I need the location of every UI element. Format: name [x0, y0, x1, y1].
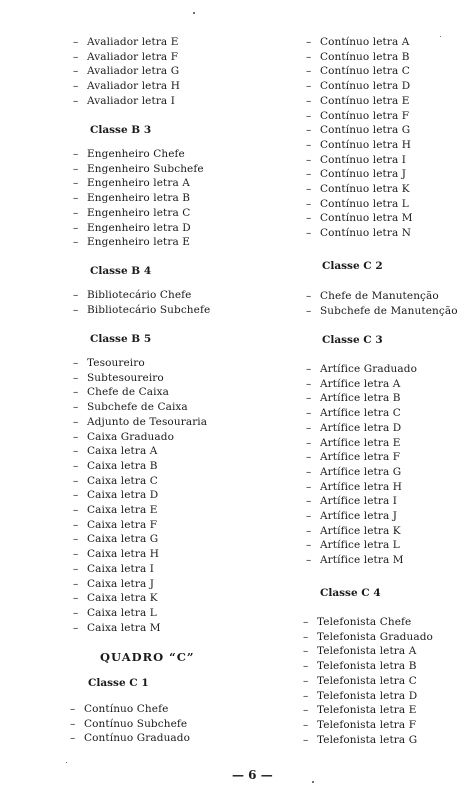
item-label: Caixa letra J: [87, 577, 155, 590]
dash-marker: –: [306, 124, 312, 137]
list-item: [306, 539, 400, 552]
list-item: [73, 207, 190, 220]
dash-marker: –: [306, 65, 312, 78]
list-item: [306, 139, 411, 152]
paper-speck: [193, 12, 195, 14]
item-label: Avaliador letra I: [87, 94, 175, 107]
list-item: [306, 183, 410, 196]
item-label: Artífice letra B: [320, 392, 401, 405]
list-item: [73, 578, 154, 591]
item-label: Artífice letra C: [320, 407, 401, 420]
list-item: [306, 198, 409, 211]
item-label: Artífice letra K: [320, 524, 401, 537]
dash-marker: –: [306, 153, 312, 166]
item-label: Contínuo letra H: [320, 138, 412, 151]
list-item: [303, 660, 417, 673]
dash-marker: –: [73, 221, 79, 234]
list-item: [73, 192, 190, 205]
list-item: [306, 51, 410, 64]
list-item: [306, 168, 406, 181]
dash-marker: –: [306, 480, 312, 493]
dash-marker: –: [73, 80, 79, 93]
dash-marker: –: [306, 36, 312, 48]
list-item: [73, 177, 190, 190]
dash-marker: –: [73, 192, 79, 205]
dash-marker: –: [73, 65, 79, 78]
list-item: [73, 304, 210, 317]
list-item: [303, 616, 411, 629]
list-item: [306, 451, 400, 464]
list-item: [306, 290, 439, 303]
item-label: Caixa letra M: [87, 621, 161, 634]
list-item: [306, 363, 417, 376]
dash-marker: –: [306, 377, 312, 390]
list-item: [306, 437, 401, 450]
item-label: Avaliador letra F: [87, 50, 179, 63]
list-item: [303, 645, 416, 658]
item-label: Caixa letra C: [87, 474, 158, 487]
item-label: Contínuo letra A: [320, 36, 410, 48]
item-label: Caixa letra K: [87, 592, 158, 605]
item-label: Engenheiro letra C: [87, 206, 191, 219]
item-label: Artífice letra G: [320, 465, 402, 478]
list-item: [73, 563, 154, 576]
item-label: Caixa letra F: [87, 518, 158, 531]
item-label: Telefonista letra A: [317, 645, 417, 658]
list-item: [306, 525, 401, 538]
item-label: Caixa letra E: [87, 504, 158, 516]
dash-marker: –: [306, 421, 312, 434]
item-label: Bibliotecário Subchefe: [87, 303, 211, 316]
list-item: [306, 227, 411, 240]
item-label: Artífice Graduado: [320, 363, 418, 375]
item-label: Artífice letra H: [320, 480, 403, 493]
item-label: Caixa letra L: [87, 606, 157, 619]
list-item: [73, 460, 158, 473]
item-label: Contínuo letra K: [320, 183, 410, 195]
list-item: [73, 386, 169, 399]
dash-marker: –: [73, 36, 79, 48]
dash-marker: –: [306, 168, 312, 181]
list-item: [306, 378, 400, 391]
dash-marker: –: [306, 436, 312, 449]
item-label: Artífice letra I: [320, 495, 398, 508]
item-label: Subchefe de Caixa: [87, 401, 188, 414]
dash-marker: –: [303, 704, 309, 717]
list-item: [73, 445, 157, 458]
list-item: [73, 80, 180, 93]
item-label: Chefe de Caixa: [87, 386, 169, 399]
dash-marker: –: [306, 50, 312, 63]
dash-marker: –: [73, 303, 79, 316]
dash-marker: –: [306, 539, 312, 552]
item-label: Engenheiro Subchefe: [87, 162, 204, 175]
item-label: Artífice letra E: [320, 436, 401, 449]
item-label: Telefonista letra F: [317, 718, 417, 731]
dash-marker: –: [73, 504, 79, 516]
section-heading-classe-b3: Classe B 3: [90, 124, 152, 136]
list-item: [306, 481, 402, 494]
item-label: Engenheiro letra B: [87, 192, 191, 205]
section-heading-classe-c3: Classe C 3: [322, 334, 383, 346]
item-label: Avaliador letra H: [87, 80, 180, 93]
dash-marker: –: [306, 524, 312, 537]
dash-marker: –: [73, 50, 79, 63]
dash-marker: –: [73, 533, 79, 546]
dash-marker: –: [306, 554, 312, 567]
list-item: [306, 305, 458, 318]
dash-marker: –: [73, 236, 79, 249]
dash-marker: –: [70, 732, 76, 745]
list-item: [73, 236, 190, 249]
item-label: Contínuo letra G: [320, 124, 411, 137]
dash-marker: –: [70, 717, 76, 730]
item-label: Caixa letra A: [87, 445, 158, 458]
list-item: [73, 475, 158, 488]
list-item: [73, 372, 164, 385]
section-heading-classe-b4: Classe B 4: [90, 265, 152, 277]
item-label: Bibliotecário Chefe: [87, 289, 192, 301]
item-label: Contínuo letra E: [320, 94, 410, 107]
dash-marker: –: [70, 703, 76, 715]
item-label: Chefe de Manutenção: [320, 290, 439, 302]
dash-marker: –: [306, 510, 312, 522]
dash-marker: –: [73, 606, 79, 619]
list-item: [306, 36, 409, 49]
item-label: Telefonista letra E: [317, 704, 417, 717]
list-item: [306, 422, 401, 435]
list-item: [306, 510, 397, 523]
dash-marker: –: [73, 371, 79, 384]
item-label: Engenheiro Chefe: [87, 148, 185, 160]
list-item: [73, 607, 157, 620]
dash-marker: –: [306, 94, 312, 107]
item-label: Subchefe de Manutenção: [320, 304, 458, 317]
item-label: Telefonista letra B: [317, 660, 417, 673]
dash-marker: –: [306, 392, 312, 405]
dash-marker: –: [73, 94, 79, 107]
item-label: Caixa letra H: [87, 548, 160, 561]
dash-marker: –: [306, 465, 312, 478]
dash-marker: –: [73, 518, 79, 531]
dash-marker: –: [73, 577, 79, 590]
list-item: [73, 533, 158, 546]
list-item: [73, 95, 175, 108]
list-item: [306, 154, 406, 167]
list-item: [70, 732, 190, 745]
dash-marker: –: [306, 80, 312, 93]
item-label: Caixa letra G: [87, 533, 159, 546]
dash-marker: –: [73, 562, 79, 575]
dash-marker: –: [73, 445, 79, 458]
list-item: [306, 554, 404, 567]
item-label: Caixa letra I: [87, 562, 155, 575]
list-item: [306, 95, 410, 108]
dash-marker: –: [303, 733, 309, 746]
list-item: [73, 163, 204, 176]
list-item: [306, 212, 413, 225]
dash-marker: –: [303, 689, 309, 702]
list-item: [306, 65, 410, 78]
item-label: Contínuo letra L: [320, 197, 409, 210]
dash-marker: –: [303, 645, 309, 658]
dash-marker: –: [73, 459, 79, 472]
item-label: Caixa letra B: [87, 459, 158, 472]
item-label: Contínuo letra D: [320, 80, 411, 93]
list-item: [306, 80, 410, 93]
item-label: Contínuo Graduado: [84, 732, 191, 745]
dash-marker: –: [73, 592, 79, 605]
item-label: Engenheiro letra A: [87, 177, 190, 190]
dash-marker: –: [306, 363, 312, 375]
item-label: Contínuo letra F: [320, 109, 410, 122]
page-number: — 6 —: [232, 768, 273, 782]
item-label: Avaliador letra E: [87, 36, 179, 48]
dash-marker: –: [73, 489, 79, 502]
dash-marker: –: [303, 630, 309, 643]
list-item: [73, 289, 191, 302]
dash-marker: –: [306, 290, 312, 302]
list-item: [73, 504, 158, 517]
dash-marker: –: [73, 177, 79, 190]
list-item: [73, 51, 178, 64]
item-label: Artífice letra F: [320, 451, 401, 464]
item-label: Artífice letra M: [320, 554, 404, 567]
dash-marker: –: [73, 206, 79, 219]
item-label: Artífice letra L: [320, 539, 400, 552]
dash-marker: –: [303, 718, 309, 731]
dash-marker: –: [73, 357, 79, 369]
dash-marker: –: [73, 415, 79, 428]
item-label: Telefonista letra D: [317, 689, 418, 702]
list-item: [306, 110, 409, 123]
section-heading-classe-c1: Classe C 1: [88, 677, 149, 689]
item-label: Artífice letra J: [320, 510, 398, 522]
list-item: [73, 548, 159, 561]
list-item: [303, 734, 417, 747]
dash-marker: –: [306, 138, 312, 151]
item-label: Telefonista letra G: [317, 733, 418, 746]
list-item: [73, 489, 158, 502]
dash-marker: –: [73, 474, 79, 487]
section-heading-classe-c4: Classe C 4: [320, 587, 381, 599]
dash-marker: –: [306, 183, 312, 195]
item-label: Telefonista Graduado: [317, 630, 433, 643]
dash-marker: –: [73, 386, 79, 399]
list-item: [73, 36, 179, 49]
dash-marker: –: [306, 407, 312, 420]
list-item: [306, 124, 410, 137]
section-heading-classe-b5: Classe B 5: [90, 333, 152, 345]
item-label: Avaliador letra G: [87, 65, 180, 78]
list-item: [73, 431, 174, 444]
paper-speck: [440, 36, 441, 37]
list-item: [306, 407, 401, 420]
item-label: Telefonista letra C: [317, 674, 417, 687]
list-item: [73, 592, 158, 605]
item-label: Caixa Graduado: [87, 430, 175, 443]
list-item: [73, 416, 207, 429]
list-item: [303, 675, 417, 688]
item-label: Contínuo Chefe: [84, 703, 169, 715]
dash-marker: –: [306, 197, 312, 210]
dash-marker: –: [73, 621, 79, 634]
dash-marker: –: [306, 451, 312, 464]
dash-marker: –: [306, 304, 312, 317]
item-label: Artífice letra A: [320, 377, 401, 390]
dash-marker: –: [303, 616, 309, 628]
item-label: Caixa letra D: [87, 489, 159, 502]
item-label: Contínuo letra M: [320, 212, 413, 225]
item-label: Adjunto de Tesouraria: [87, 415, 208, 428]
dash-marker: –: [73, 289, 79, 301]
item-label: Tesoureiro: [87, 357, 145, 369]
paper-speck: [66, 762, 67, 763]
item-label: Artífice letra D: [320, 421, 402, 434]
item-label: Contínuo Subchefe: [84, 717, 188, 730]
list-item: [73, 357, 145, 370]
dash-marker: –: [306, 212, 312, 225]
item-label: Contínuo letra B: [320, 50, 410, 63]
item-label: Contínuo letra I: [320, 153, 407, 166]
list-item: [303, 719, 416, 732]
dash-marker: –: [303, 660, 309, 673]
dash-marker: –: [306, 495, 312, 508]
item-label: Engenheiro letra D: [87, 221, 191, 234]
dash-marker: –: [73, 162, 79, 175]
list-item: [73, 622, 161, 635]
quadro-heading: QUADRO “C”: [100, 650, 195, 664]
list-item: [70, 703, 168, 716]
list-item: [73, 519, 157, 532]
dash-marker: –: [73, 401, 79, 414]
list-item: [303, 704, 416, 717]
item-label: Subtesoureiro: [87, 371, 164, 384]
list-item: [306, 466, 401, 479]
dash-marker: –: [73, 548, 79, 561]
item-label: Contínuo letra C: [320, 65, 410, 78]
paper-speck: [312, 781, 314, 783]
section-heading-classe-c2: Classe C 2: [322, 260, 383, 272]
list-item: [306, 495, 397, 508]
item-label: Engenheiro letra E: [87, 236, 191, 249]
item-label: Telefonista Chefe: [317, 616, 412, 628]
list-item: [303, 690, 417, 703]
list-item: [303, 631, 433, 644]
dash-marker: –: [73, 430, 79, 443]
list-item: [73, 401, 188, 414]
dash-marker: –: [306, 109, 312, 122]
list-item: [73, 65, 179, 78]
list-item: [73, 148, 185, 161]
list-item: [70, 718, 187, 731]
item-label: Contínuo letra N: [320, 227, 412, 240]
dash-marker: –: [303, 674, 309, 687]
dash-marker: –: [73, 148, 79, 160]
list-item: [73, 222, 191, 235]
dash-marker: –: [306, 227, 312, 240]
list-item: [306, 392, 401, 405]
item-label: Contínuo letra J: [320, 168, 407, 181]
